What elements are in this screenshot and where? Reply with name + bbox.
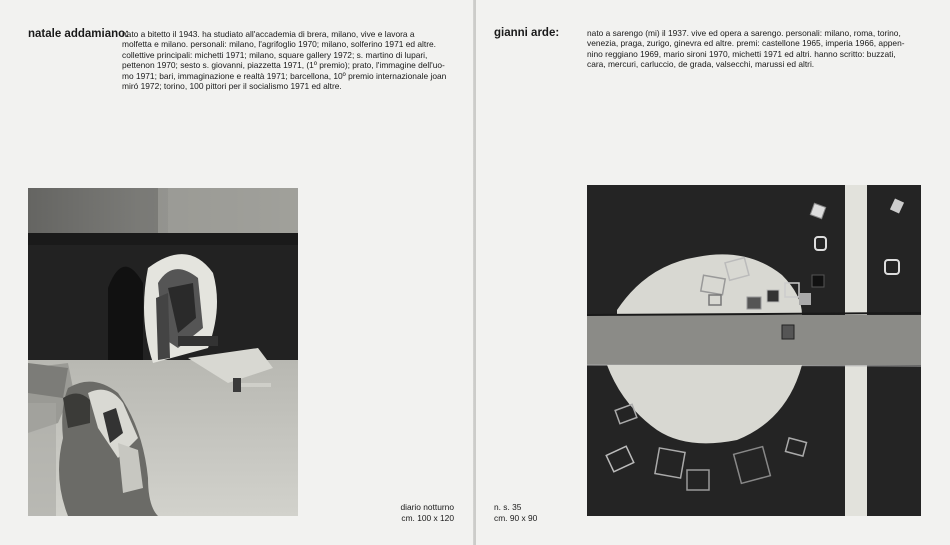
artist-name-right: gianni arde: bbox=[494, 27, 560, 39]
artist-bio-left: nato a bitetto il 1943. ha studiato all'accademia di brera, milano, vive e lavora a molfetta e milano. personali: milano, l'agrifoglio 1970; milano, solferino 1971 ed altre. collettive principali: michetti 1971; milano, square gallery 1972; s. martino di lupari, pettenon 1970; sesto s. giovanni, piazzetta 1971, (1º premio); prato, l'immagine dell'uo- mo 1971; bari, immaginazione e realtà 1971; barcellona, 10º premio internazionale joan miró 1972; torino, 100 pittori per il socialismo 1971 ed altre. bbox=[122, 29, 447, 92]
artwork-caption-right: n. s. 35 cm. 90 x 90 bbox=[494, 502, 538, 523]
artwork-right-painting bbox=[587, 185, 921, 516]
artwork-caption-left: diario notturno cm. 100 x 120 bbox=[400, 502, 454, 523]
artwork-left-painting bbox=[28, 188, 298, 516]
artist-name-left: natale addamiano: bbox=[28, 28, 129, 40]
right-page bbox=[476, 0, 950, 545]
artwork-image-left bbox=[28, 188, 298, 516]
artwork-image-right bbox=[587, 185, 921, 516]
artist-bio-right: nato a sarengo (mi) il 1937. vive ed opera a sarengo. personali: milano, roma, torino, venezia, praga, zurigo, ginevra ed altre. premi: castellone 1965, imperia 1966, appen- nino reggiano 1969, mario sironi 1970, michetti 1971 ed altri. hanno scritto: buzzati, cara, mercuri, carluccio, de grada, valsecchi, marussi ed altri. bbox=[587, 28, 905, 70]
left-page bbox=[0, 0, 474, 545]
